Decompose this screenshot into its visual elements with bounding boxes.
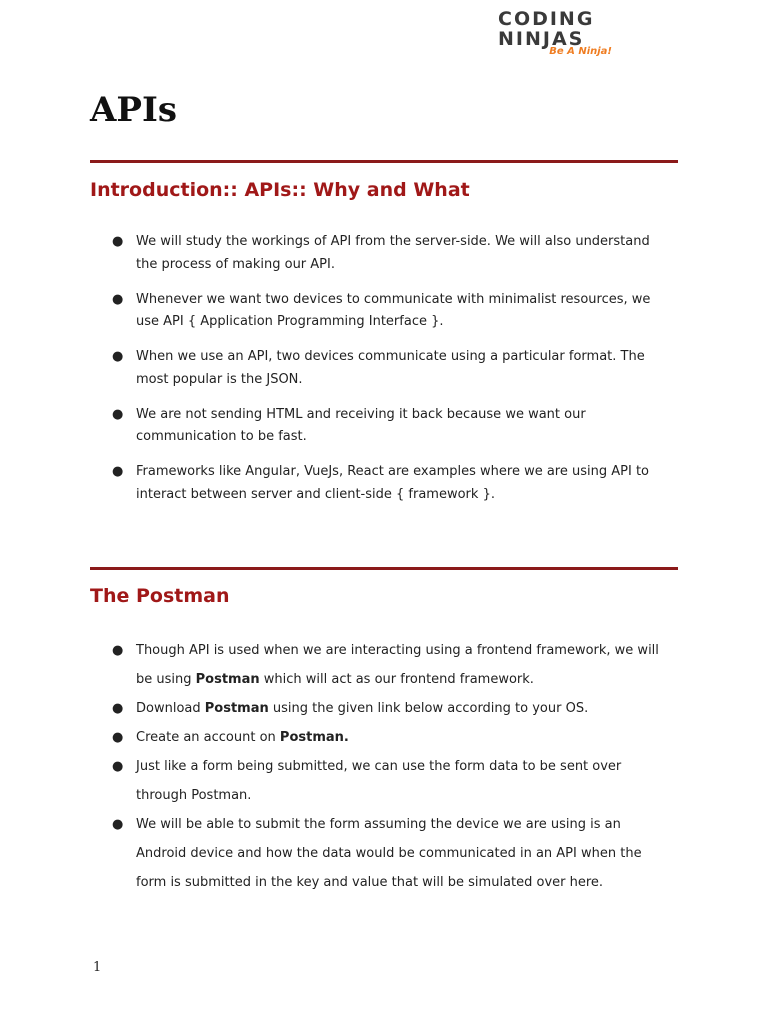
list-item-text: Just like a form being submitted, we can use the form data to be sent over through Postman. xyxy=(136,759,622,803)
list-item xyxy=(112,752,672,810)
list-item xyxy=(112,694,672,723)
list-item xyxy=(112,461,672,506)
list-item xyxy=(112,404,672,449)
bullet-dot-icon: ● xyxy=(112,730,124,745)
bullet-dot-icon: ● xyxy=(112,817,124,832)
bullet-dot-icon: ● xyxy=(112,701,124,716)
bold-term: Postman xyxy=(204,701,269,716)
bullet-dot-icon: ● xyxy=(112,291,124,307)
section-divider-intro xyxy=(90,160,678,163)
bullet-dot-icon: ● xyxy=(112,643,124,658)
list-item-text: using the given link below according to your OS. xyxy=(268,701,589,716)
bullet-dot-icon: ● xyxy=(112,349,124,364)
list-item xyxy=(112,346,672,391)
bold-term: Postman. xyxy=(279,730,349,745)
list-item-text: which will act as our frontend framework. xyxy=(259,672,534,687)
page-title: APIs xyxy=(90,90,177,130)
bullet-dot-icon: ● xyxy=(112,464,124,479)
bold-term: Postman xyxy=(195,672,260,687)
list-item xyxy=(112,810,672,897)
logo-tagline: Be A Ninja! xyxy=(549,46,612,57)
bullet-dot-icon: ● xyxy=(112,759,124,774)
list-item-text: We are not sending HTML and receiving it back because we want our communication to be fast. xyxy=(136,406,586,444)
list-item-text: Download xyxy=(136,701,205,716)
list-item-text: Frameworks like Angular, VueJs, React are examples where we are using API to interact between server and client-side { framework }. xyxy=(136,464,649,502)
list-item xyxy=(112,289,672,334)
bullet-dot-icon: ● xyxy=(112,234,124,249)
bullet-dot-icon: ● xyxy=(112,406,124,422)
list-item xyxy=(112,231,672,276)
section-divider-postman xyxy=(90,567,678,570)
logo-line-2: NINJAS xyxy=(498,28,585,50)
page-number: 1 xyxy=(93,960,102,975)
logo-line-1: CODING xyxy=(498,8,595,30)
list-item-text: We will study the workings of API from the server-side. We will also understand the process of making our API. xyxy=(136,234,650,272)
coding-ninjas-logo xyxy=(498,8,614,60)
section-heading-postman: The Postman xyxy=(90,585,230,607)
list-item xyxy=(112,723,672,752)
postman-bullet-list xyxy=(112,636,672,897)
intro-bullet-list xyxy=(112,231,672,519)
list-item-text: We will be able to submit the form assuming the device we are using is an Android device and how the data would be communicated in an API when the form is submitted in the key and value that will be simulated over here. xyxy=(136,817,642,890)
list-item-text: Whenever we want two devices to communicate with minimalist resources, we use API { Application Programming Interface }. xyxy=(136,291,651,329)
list-item-text: Though API is used when we are interacting using a frontend framework, we will be using xyxy=(136,643,659,687)
list-item-text: Create an account on xyxy=(136,730,280,745)
section-heading-intro: Introduction:: APIs:: Why and What xyxy=(90,179,470,201)
list-item xyxy=(112,636,672,694)
list-item-text: When we use an API, two devices communicate using a particular format. The most popular is the JSON. xyxy=(136,349,645,387)
